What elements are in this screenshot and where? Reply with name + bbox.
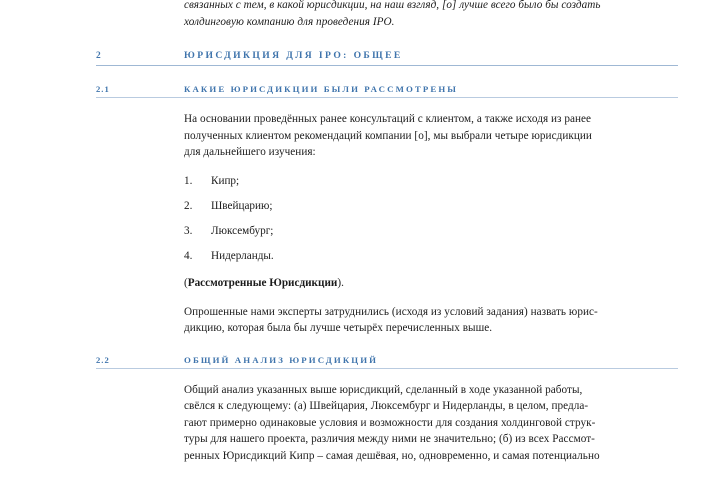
list-item-number: 4. <box>184 249 193 262</box>
subsection-heading-1 <box>96 84 678 94</box>
top-paragraph-line-2: холдинговую компанию для проведения IPO. <box>184 15 395 28</box>
top-paragraph <box>96 0 678 27</box>
list-item-label: Кипр; <box>211 174 240 187</box>
section-divider <box>96 65 678 66</box>
subsection-title-1: КАКИЕ ЮРИСДИКЦИИ БЫЛИ РАССМОТРЕНЫ <box>184 84 459 94</box>
list-item-number: 2. <box>184 199 193 212</box>
list-item-number: 3. <box>184 224 193 237</box>
subsection-2-paragraph-line-2: свёлся к следующему: (а) Швейцария, Люксембург и Нидерланды, в целом, предла- <box>184 400 589 412</box>
list-item-number: 1. <box>184 174 193 187</box>
subsection-number-1: 2.1 <box>96 84 110 94</box>
defined-term-suffix: ). <box>337 276 344 289</box>
document-body <box>96 0 678 462</box>
section-number: 2 <box>96 51 102 61</box>
defined-term-prefix: ( <box>184 276 188 289</box>
list-item-label: Нидерланды. <box>211 249 274 262</box>
subsection-2-paragraph-line-4: туры для нашего проекта, различия между ними не значительно; (б) из всех Рассмот- <box>184 433 595 445</box>
list-item-label: Швейцарию; <box>211 199 273 212</box>
list-item <box>184 223 678 239</box>
subsection-1-closing-paragraph <box>96 304 678 337</box>
subsection-2-paragraph <box>96 382 678 462</box>
top-paragraph-text <box>184 0 678 30</box>
subsection-1-closing-line-1: Опрошенные нами эксперты затруднились (исходя из условий задания) назвать юрис- <box>184 305 598 318</box>
subsection-2-paragraph-line-1: Общий анализ указанных выше юрисдикций, сделанный в ходе указанной работы, <box>184 383 583 396</box>
subsection-title-2: ОБЩИЙ АНАЛИЗ ЮРИСДИКЦИЙ <box>184 354 379 365</box>
defined-term-paragraph <box>96 275 678 291</box>
list-item <box>184 248 678 264</box>
subsection-divider-1 <box>96 97 678 98</box>
subsection-1-closing-text <box>184 304 678 337</box>
list-item <box>184 173 678 189</box>
subsection-1-paragraph-text <box>184 111 678 161</box>
defined-term: Рассмотренные Юрисдикции <box>187 276 338 289</box>
subsection-2-paragraph-text <box>184 382 678 465</box>
subsection-1-paragraph-line-2: полученных клиентом рекомендаций компании [о], мы выбрали четыре юрисдикции <box>184 129 592 142</box>
section-heading <box>96 50 678 61</box>
subsection-1-closing-line-2: дикцию, которая была бы лучше четырёх перечисленных выше. <box>184 322 493 334</box>
subsection-number-2: 2.2 <box>96 354 110 365</box>
subsection-2-paragraph-line-3: гают примерно одинаковые условия и возможности для создания холдинговой струк- <box>184 416 596 429</box>
subsection-divider-2 <box>96 368 678 369</box>
subsection-1-paragraph-line-1: На основании проведённых ранее консультаций с клиентом, а также исходя из ранее <box>184 113 592 125</box>
subsection-1-paragraph-line-3: для дальнейшего изучения: <box>184 146 316 158</box>
top-paragraph-line-1: связанных с тем, в какой юрисдикции, на наш взгляд, [о] лучше всего было бы создать <box>184 0 601 11</box>
subsection-2-paragraph-line-5: ренных Юрисдикций Кипр – самая дешёвая, но, одновременно, и самая потенциально <box>184 449 600 462</box>
list-item-label: Люксембург; <box>211 224 274 237</box>
list-item <box>184 198 678 214</box>
section-title: ЮРИСДИКЦИЯ ДЛЯ IPO: ОБЩЕЕ <box>184 50 403 61</box>
jurisdiction-list <box>96 173 678 264</box>
subsection-1-paragraph <box>96 111 678 161</box>
subsection-heading-2 <box>96 355 678 365</box>
